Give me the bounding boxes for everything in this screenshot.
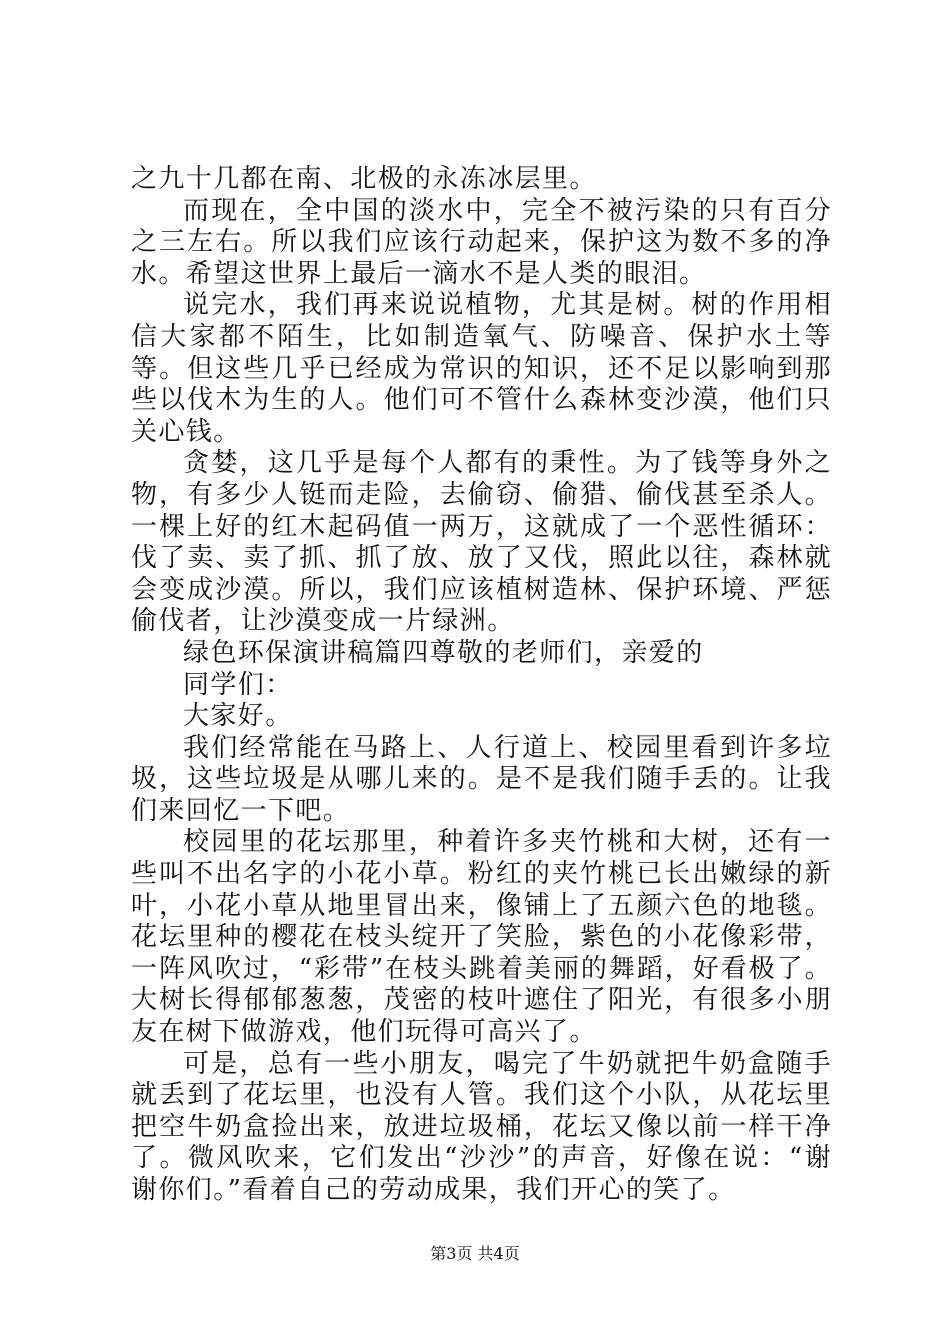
paragraph-3: 说完水，我们再来说说植物，尤其是树。树的作用相信大家都不陌生，比如制造氧气、防噪音、保护水土等等。但这些几乎已经成为常识的知识，还不足以影响到那些以伐木为生的人。他们可不管什么森林变沙漠，他们只关心钱。 [131, 290, 832, 447]
paragraph-6-salutation: 同学们： [183, 669, 293, 700]
paragraph-4: 贪婪，这几乎是每个人都有的秉性。为了钱等身外之物，有多少人铤而走险，去偷窃、偷猎、偷伐甚至杀人。一棵上好的红木起码值一两万，这就成了一个恶性循环：伐了卖、卖了抓、抓了放、放了又伐，照此以往，森林就会变成沙漠。所以，我们应该植树造林、保护环境、严惩偷伐者，让沙漠变成一片绿洲。 [131, 448, 832, 637]
document-body [131, 164, 832, 1207]
paragraph-10: 可是，总有一些小朋友，喝完了牛奶就把牛奶盒随手就丢到了花坛里，也没有人管。我们这个小队，从花坛里把空牛奶盒捡出来，放进垃圾桶，花坛又像以前一样干净了。微风吹来，它们发出“沙沙”的声音，好像在说：“谢谢你们。”看着自己的劳动成果，我们开心的笑了。 [131, 1048, 832, 1205]
paragraph-9: 校园里的花坛那里，种着许多夹竹桃和大树，还有一些叫不出名字的小花小草。粉红的夹竹桃已长出嫩绿的新叶，小花小草从地里冒出来，像铺上了五颜六色的地毯。花坛里种的樱花在枝头绽开了笑脸，紫色的小花像彩带，一阵风吹过，“彩带”在枝头跳着美丽的舞蹈，好看极了。大树长得郁郁葱葱，茂密的枝叶遮住了阳光，有很多小朋友在树下做游戏，他们玩得可高兴了。 [131, 827, 832, 1048]
paragraph-7-greeting: 大家好。 [183, 701, 293, 732]
page-footer: 第3页 共4页 [430, 1244, 520, 1263]
paragraph-2: 而现在，全中国的淡水中，完全不被污染的只有百分之三左右。所以我们应该行动起来，保护这为数不多的净水。希望这世界上最后一滴水不是人类的眼泪。 [131, 195, 832, 289]
paragraph-1: 之九十几都在南、北极的永冻冰层里。 [131, 164, 597, 194]
paragraph-5-heading: 绿色环保演讲稿篇四尊敬的老师们，亲爱的 [183, 637, 704, 668]
paragraph-8: 我们经常能在马路上、人行道上、校园里看到许多垃圾，这些垃圾是从哪儿来的。是不是我们随手丢的。让我们来回忆一下吧。 [131, 732, 832, 826]
